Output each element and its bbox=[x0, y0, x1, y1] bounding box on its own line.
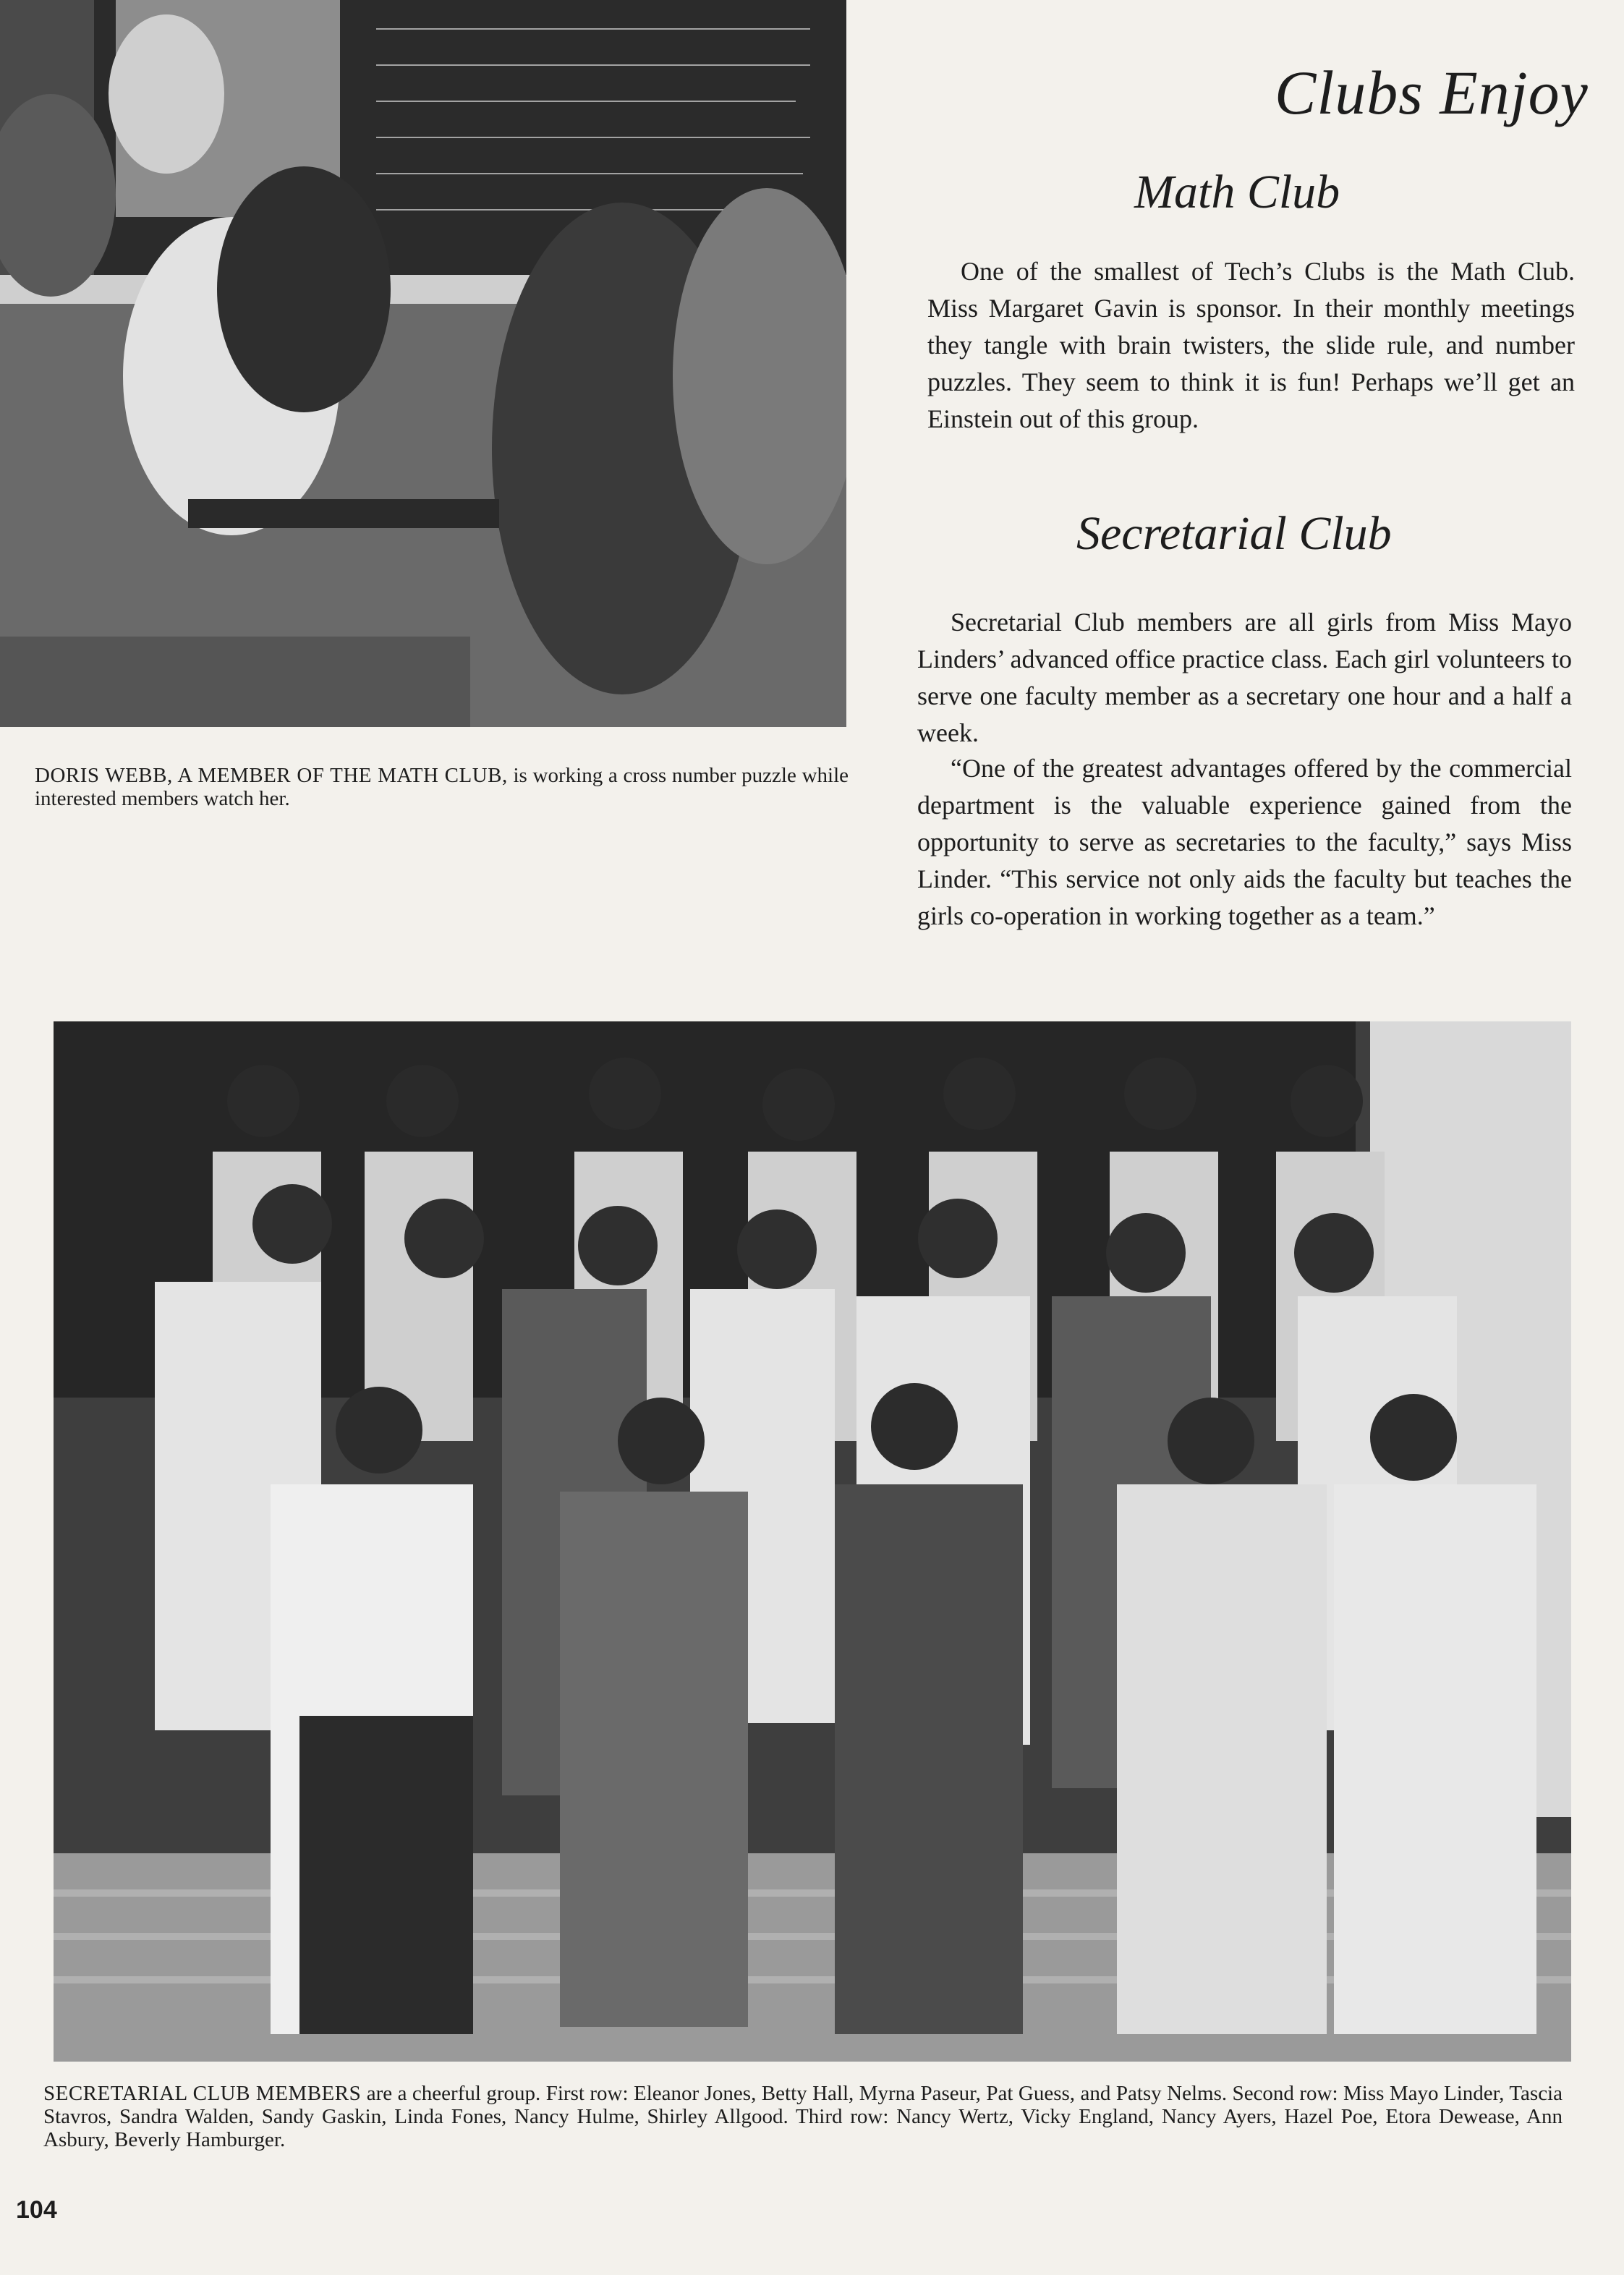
secretarial-club-paragraph-2: “One of the greatest advantages offered by the commercial department is the valuable experience gained from the opportunity to serve as secretaries to the faculty,” says Miss Linder. “This service not only aids the faculty but teaches the girls co-operation in working together as a team.” bbox=[917, 754, 1572, 930]
math-club-photo bbox=[0, 0, 846, 727]
secretarial-club-paragraph-1: Secretarial Club members are all girls from Miss Mayo Linders’ advanced office practice class. Each girl volunteers to serve one faculty member as a secretary one hour and a half a week. bbox=[917, 608, 1572, 747]
math-caption-lead: DORIS WEBB, A MEMBER OF THE MATH CLUB, bbox=[35, 764, 508, 787]
math-club-heading: Math Club bbox=[1134, 166, 1340, 218]
group-photo-caption bbox=[43, 2082, 1563, 2151]
secretarial-club-group-photo bbox=[54, 1021, 1571, 2062]
group-caption-lead: SECRETARIAL CLUB MEMBERS bbox=[43, 2082, 362, 2105]
group-caption-text: are a cheerful group. First row: Eleanor Jones, Betty Hall, Myrna Paseur, Pat Guess, and Patsy Nelms. Second row: Miss Mayo Linder, Tascia Stavros, Sandra Walden, Sandy Gaskin, Linda Fones, Nancy Hulme, Shirley Allgood. Third row: Nancy Wertz, Vicky England, Nancy Ayers, Hazel Poe, Etora Dewease, Ann Asbury, Beverly Hamburger. bbox=[43, 2082, 1563, 2151]
group-photo-graphic bbox=[54, 1021, 1571, 2062]
math-club-photo-graphic bbox=[0, 0, 846, 727]
page-title: Clubs Enjoy bbox=[1275, 58, 1589, 127]
math-caption-text: is working a cross number puzzle while interested members watch her. bbox=[35, 764, 849, 810]
page-number: 104 bbox=[16, 2196, 57, 2224]
math-club-photo-caption bbox=[35, 764, 849, 810]
math-club-paragraph: One of the smallest of Tech’s Clubs is the Math Club. Miss Margaret Gavin is sponsor. In their monthly meetings they tangle with brain twisters, the slide rule, and number puzzles. They seem to think it is fun! Perhaps we’ll get an Einstein out of this group. bbox=[927, 257, 1575, 433]
secretarial-club-heading: Secretarial Club bbox=[1076, 507, 1392, 560]
